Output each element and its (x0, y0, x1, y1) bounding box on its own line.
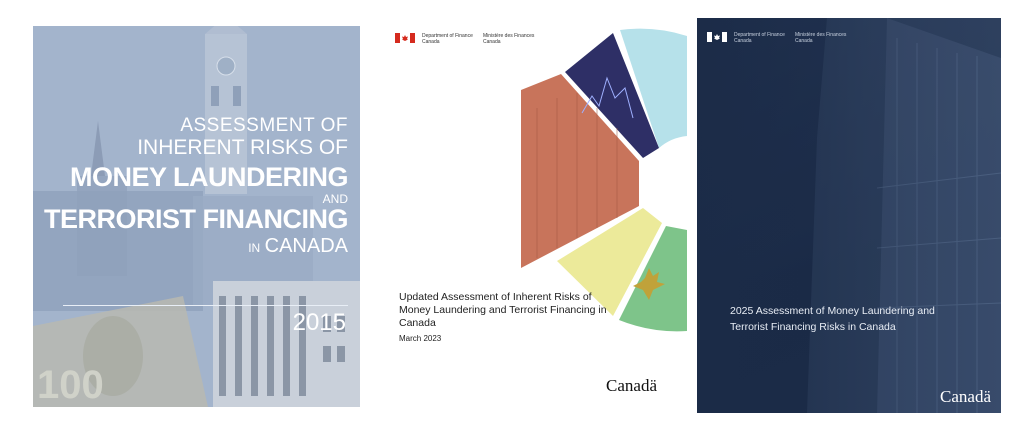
cover-2025-title: 2025 Assessment of Money Laundering and Terrorist Financing Risks in Canada (730, 305, 935, 334)
canada-wordmark: Canadä (606, 376, 657, 395)
title-line: MONEY LAUNDERING (69, 162, 348, 192)
title-line: TERRORIST FINANCING (44, 204, 348, 234)
banknote-denomination: 100 (37, 363, 104, 407)
title-line (44, 236, 348, 256)
canada-flag-icon (395, 33, 415, 43)
cover-2025[interactable] (697, 18, 1001, 413)
department-name-fr: Ministère des Finances Canada (483, 33, 535, 45)
canada-flag-icon (707, 32, 727, 42)
cover-2023-segmented-art (387, 18, 687, 413)
title-word: CANADA (264, 235, 348, 257)
cover-2023-date: March 2023 (399, 334, 442, 343)
cover-2015-title (44, 116, 348, 256)
cover-2015[interactable] (33, 26, 360, 407)
cover-2023-title: Updated Assessment of Inherent Risks of Money Laundering and Terrorist Financing in Canada (399, 291, 607, 329)
divider (63, 305, 348, 306)
department-name-fr: Ministère des Finances Canada (795, 32, 847, 44)
cover-2023[interactable] (387, 18, 687, 413)
title-word: IN (248, 241, 261, 255)
title-line: INHERENT RISKS OF (137, 136, 348, 159)
cover-year: 2015 (292, 309, 346, 336)
department-name-en: Department of Finance Canada (734, 32, 785, 44)
title-line: ASSESSMENT OF (180, 115, 348, 136)
title-line: AND (322, 192, 348, 206)
canada-wordmark: Canadä (940, 387, 991, 406)
cover-2025-building-photo (697, 18, 1001, 413)
department-name-en: Department of Finance Canada (422, 33, 473, 45)
